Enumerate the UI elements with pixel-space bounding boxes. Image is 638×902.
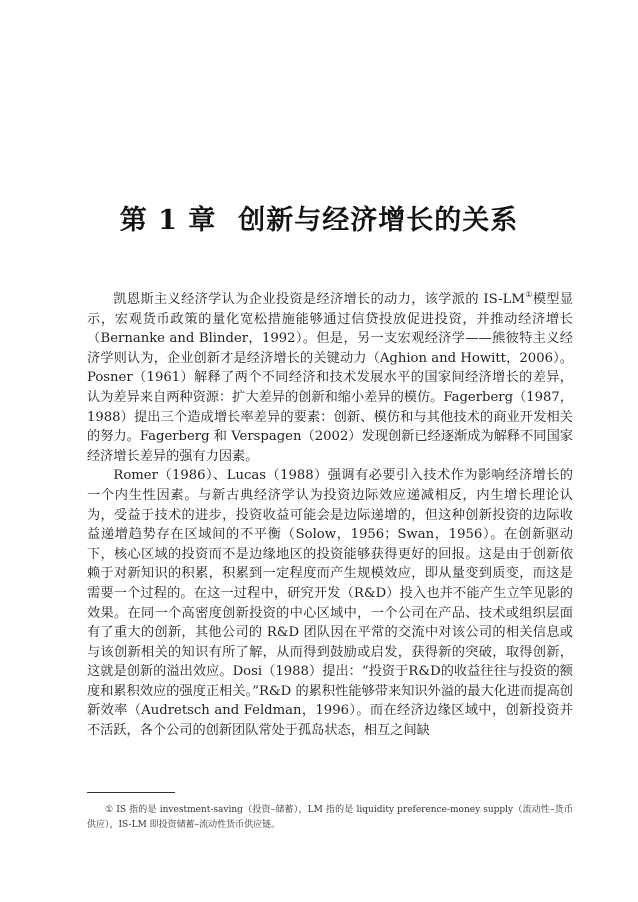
chapter-heading: 创新与经济增长的关系: [238, 205, 519, 237]
chapter-title: [0, 198, 638, 237]
chapter-number: 第 1 章: [119, 205, 217, 237]
paragraph-1-lead: 凯恩斯主义经济学认为企业投资是经济增长的动力，该学派的 IS-LM: [113, 292, 525, 307]
paragraph-1-rest: 模型显示，宏观货币政策的量化宽松措施能够通过信贷投放促进投资，并推动经济增长（Bernanke and Blinder，1992）。但是，另一支宏观经济学——熊彼特主义经济学则认为，企业创新才是经济增长的关键动力（Aghion and Howitt，2006）。Posner（1961）解释了两个不同经济和技术发展水平的国家间经济增长的差异，认为差异来自两种资源：扩大差异的创新和缩小差异的模仿。Fagerberg（1987，1988）提出三个造成增长率差异的要素：创新、模仿和与其他技术的商业开发相关的努力。Fagerberg 和 Verspagen（2002）发现创新已经逐渐成为解释不同国家经济增长差异的强有力因素。: [87, 292, 574, 464]
footnote-marker[interactable]: ①: [524, 290, 533, 299]
footnote-divider: [87, 792, 175, 793]
body-text: [87, 290, 573, 741]
paragraph-1: [87, 290, 573, 466]
paragraph-2: Romer（1986）、Lucas（1988）强调有必要引入技术作为影响经济增长的一个内生性因素。与新古典经济学认为投资边际效应递减相反，内生增长理论认为，受益于技术的进步，投资收益可能会是边际递增的，但这种创新投资的边际收益递增趋势存在区域间的不平衡（Solow，1956；Swan，1956）。在创新驱动下，核心区域的投资而不是边缘地区的投资能够获得更好的回报。这是由于创新依赖于对新知识的积累，积累到一定程度而产生规模效应，即从量变到质变，而这是需要一个过程的。在这一过程中，研究开发（R&D）投入也并不能产生立竿见影的效果。在同一个高密度创新投资的中心区域中，一个公司在产品、技术或组织层面有了重大的创新，其他公司的 R&D 团队因在平常的交流中对该公司的相关信息或与该创新相关的知识有所了解，从而得到鼓励或启发，获得新的突破，取得创新，这就是创新的溢出效应。Dosi（1988）提出：“投资于R&D的收益往往与投资的额度和累积效应的强度正相关。”R&D 的累积性能够带来知识外溢的最大化进而提高创新效率（Audretsch and Feldman，1996）。而在经济边缘区域中，创新投资并不活跃，各个公司的创新团队常处于孤岛状态，相互之间缺: [87, 468, 573, 739]
footnote: ① IS 指的是 investment-saving（投资–储蓄），LM 指的是 liquidity preference-money supply（流动性–货币供应），IS-LM 即投资储蓄–流动性货币供应链。: [87, 805, 573, 830]
